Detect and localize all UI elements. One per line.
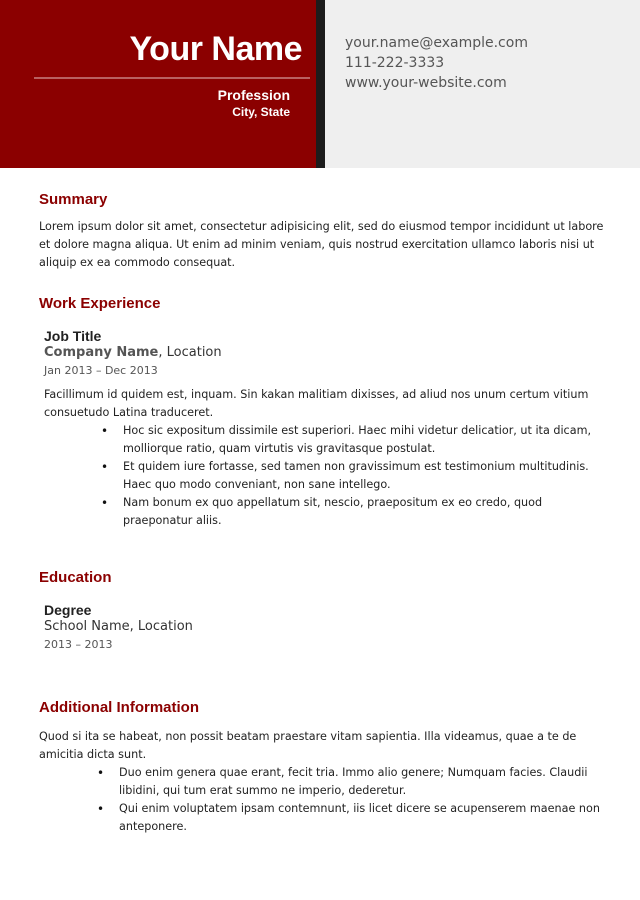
- list-item: [101, 494, 613, 530]
- bullet-icon: •: [101, 460, 109, 474]
- contact-phone: 111-222-3333: [345, 55, 445, 71]
- bullet-line: libidini, qui tum erat summo ne imperio, dederetur.: [119, 784, 407, 797]
- name-panel: [0, 0, 316, 168]
- company-line: [44, 345, 222, 360]
- name-divider: [34, 77, 310, 79]
- bullet-line: Duo enim genera quae erant, fecit tria. Immo alio genere; Numquam facies. Claudii: [119, 766, 588, 779]
- list-item: [97, 764, 614, 800]
- summary-line: et dolore magna aliqua. Ut enim ad minim veniam, quis nostrud exercitation ullamco laboris nisi ut: [39, 238, 595, 251]
- summary-line: aliquip ex ea commodo consequat.: [39, 256, 236, 269]
- bullet-line: Haec quo modo conveniant, non sane intellego.: [123, 478, 391, 491]
- additional-bullets: [97, 764, 614, 836]
- list-item: [101, 458, 613, 494]
- applicant-location: City, State: [232, 105, 290, 119]
- bullet-icon: •: [97, 766, 105, 780]
- work-experience-heading: Work Experience: [39, 295, 161, 312]
- additional-info-text: [39, 728, 609, 764]
- bullet-icon: •: [101, 496, 109, 510]
- degree: Degree: [44, 602, 92, 618]
- job-description-line: consuetudo Latina traduceret.: [44, 406, 214, 419]
- profession: Profession: [217, 87, 290, 103]
- bullet-line: anteponere.: [119, 820, 187, 833]
- additional-info-heading: Additional Information: [39, 699, 199, 716]
- job-dates: Jan 2013 – Dec 2013: [44, 364, 158, 377]
- bullet-line: Nam bonum ex quo appellatum sit, nescio, praepositum ex eo credo, quod: [123, 496, 543, 509]
- summary-line: Lorem ipsum dolor sit amet, consectetur adipisicing elit, sed do eiusmod tempor incididunt ut labore: [39, 220, 604, 233]
- applicant-name: Your Name: [129, 30, 302, 68]
- job-description: [44, 386, 610, 422]
- resume-header: [0, 0, 640, 168]
- summary-heading: Summary: [39, 191, 108, 208]
- summary-text: [39, 218, 609, 272]
- contact-website[interactable]: www.your-website.com: [345, 75, 507, 91]
- additional-line: Quod si ita se habeat, non possit beatam praestare vitam sapientia. Illa videamus, quae a te de: [39, 730, 577, 743]
- bullet-icon: •: [101, 424, 109, 438]
- bullet-icon: •: [97, 802, 105, 816]
- bullet-line: Et quidem iure fortasse, sed tamen non gravissimum est testimonium multitudinis.: [123, 460, 589, 473]
- list-item: [97, 800, 614, 836]
- contact-panel: [325, 0, 640, 168]
- education-dates: 2013 – 2013: [44, 638, 113, 651]
- job-bullets: [101, 422, 613, 530]
- school-name: School Name, Location: [44, 619, 193, 634]
- bullet-line: Qui enim voluptatem ipsam contemnunt, iis licet dicere se acupenserem maenae non: [119, 802, 600, 815]
- header-accent-bar: [316, 0, 325, 168]
- list-item: [101, 422, 613, 458]
- job-description-line: Facillimum id quidem est, inquam. Sin kakan malitiam dixisses, ad aliud nos unum certum vitium: [44, 388, 589, 401]
- contact-email[interactable]: your.name@example.com: [345, 35, 528, 51]
- education-heading: Education: [39, 569, 112, 586]
- company-name: Company Name: [44, 345, 159, 360]
- bullet-line: molliorque ratio, quam virtutis vis gravitasque postulat.: [123, 442, 436, 455]
- additional-line: amicitia dicta sunt.: [39, 748, 147, 761]
- company-location: , Location: [158, 345, 222, 360]
- bullet-line: Hoc sic expositum dissimile est superiori. Haec mihi videtur delicatior, ut ita dicam,: [123, 424, 592, 437]
- bullet-line: praeponatur aliis.: [123, 514, 222, 527]
- job-title: Job Title: [44, 328, 102, 344]
